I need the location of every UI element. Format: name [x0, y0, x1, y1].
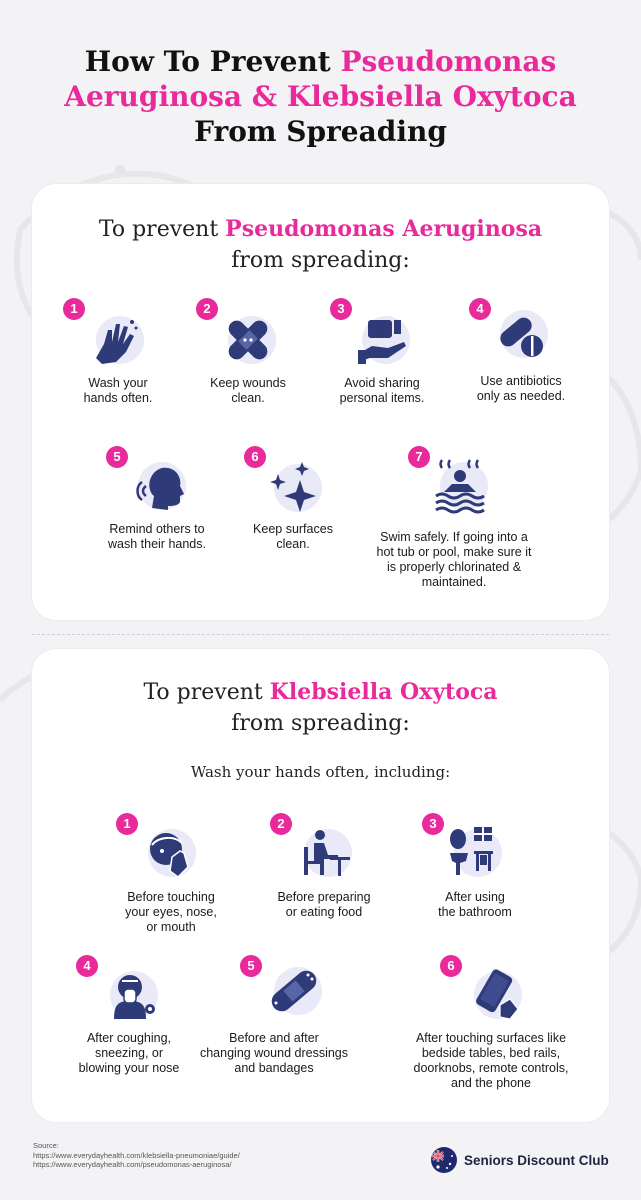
section2-heading-line2: from spreading:: [231, 711, 410, 736]
pills-icon: [490, 306, 550, 366]
page-title: [0, 44, 641, 149]
section1-heading-line2: from spreading:: [231, 248, 410, 273]
step-label: Avoid sharing personal items.: [339, 376, 425, 405]
step-number-badge: 7: [408, 446, 430, 468]
step-number-badge: 6: [440, 955, 462, 977]
title-line2-highlight: Aeruginosa & Klebsiella Oxytoca: [64, 80, 577, 113]
step-number-badge: 5: [106, 446, 128, 468]
pseudomonas-card: [32, 184, 609, 620]
hand-items-icon: [352, 310, 412, 370]
step-number-badge: 1: [116, 813, 138, 835]
section2-heading-plain: To prevent: [143, 680, 270, 705]
step-number-badge: 2: [270, 813, 292, 835]
bandage-icon: [264, 961, 324, 1021]
bandage-icon: [218, 310, 278, 370]
step-number-badge: 3: [422, 813, 444, 835]
coughing-person-icon: [100, 965, 160, 1025]
section1-heading-highlight: Pseudomonas Aeruginosa: [225, 216, 543, 242]
step-number-badge: 1: [63, 298, 85, 320]
step-label: Keep wounds clean.: [210, 376, 286, 405]
step-number-badge: 3: [330, 298, 352, 320]
source-link[interactable]: https://www.everydayhealth.com/klebsiella-pneumoniae/guide/: [33, 1150, 240, 1160]
step-number-badge: 5: [240, 955, 262, 977]
title-line1-highlight: Pseudomonas: [340, 45, 557, 78]
section2-heading-highlight: Klebsiella Oxytoca: [269, 679, 498, 705]
title-line3: From Spreading: [194, 115, 447, 148]
step-label: Remind others to wash their hands.: [108, 522, 206, 551]
australia-flag-logo-icon: [430, 1146, 458, 1174]
step-number-badge: 4: [469, 298, 491, 320]
title-line1-plain: How To Prevent: [84, 45, 341, 78]
sparkles-icon: [264, 458, 324, 518]
hot-tub-icon: [430, 456, 490, 516]
section2-heading: [32, 677, 609, 739]
klebsiella-card: [32, 649, 609, 1122]
section2-subheading: Wash your hands often, including:: [190, 763, 451, 781]
source-link[interactable]: https://www.everydayhealth.com/pseudomonas-aeruginosa/: [33, 1160, 232, 1169]
step-label: Swim safely. If going into a hot tub or pool, make sure it is properly chlorinated & maintained.: [376, 530, 532, 589]
hand-washing-icon: [86, 310, 146, 370]
step-label: Before and after changing wound dressings and bandages: [199, 1031, 349, 1075]
section1-heading-plain: To prevent: [98, 217, 226, 242]
step-number-badge: 2: [196, 298, 218, 320]
section1-heading: [32, 214, 609, 276]
bathroom-icon: [444, 823, 504, 883]
step-label: Keep surfaces clean.: [253, 522, 333, 551]
step-label: Wash your hands often.: [83, 376, 153, 405]
source-citation: [33, 1141, 240, 1170]
source-label: Source:: [33, 1141, 59, 1150]
step-label: Before preparing or eating food: [277, 890, 371, 919]
face-touch-icon: [138, 823, 198, 883]
person-eating-icon: [294, 823, 354, 883]
step-number-badge: 6: [244, 446, 266, 468]
step-label: After coughing, sneezing, or blowing your nose: [78, 1031, 180, 1075]
step-number-badge: 4: [76, 955, 98, 977]
section-divider: [32, 634, 609, 635]
brand-name: Seniors Discount Club: [464, 1153, 609, 1168]
step-label: After using the bathroom: [438, 890, 512, 919]
speaking-head-icon: [128, 456, 188, 516]
brand-logo[interactable]: [430, 1146, 615, 1174]
step-label: Use antibiotics only as needed.: [476, 374, 566, 403]
phone-hand-icon: [464, 965, 524, 1025]
step-label: Before touching your eyes, nose, or mouth: [125, 890, 217, 934]
step-label: After touching surfaces like bedside tables, bed rails, doorknobs, remote controls, and the phone: [413, 1031, 569, 1090]
